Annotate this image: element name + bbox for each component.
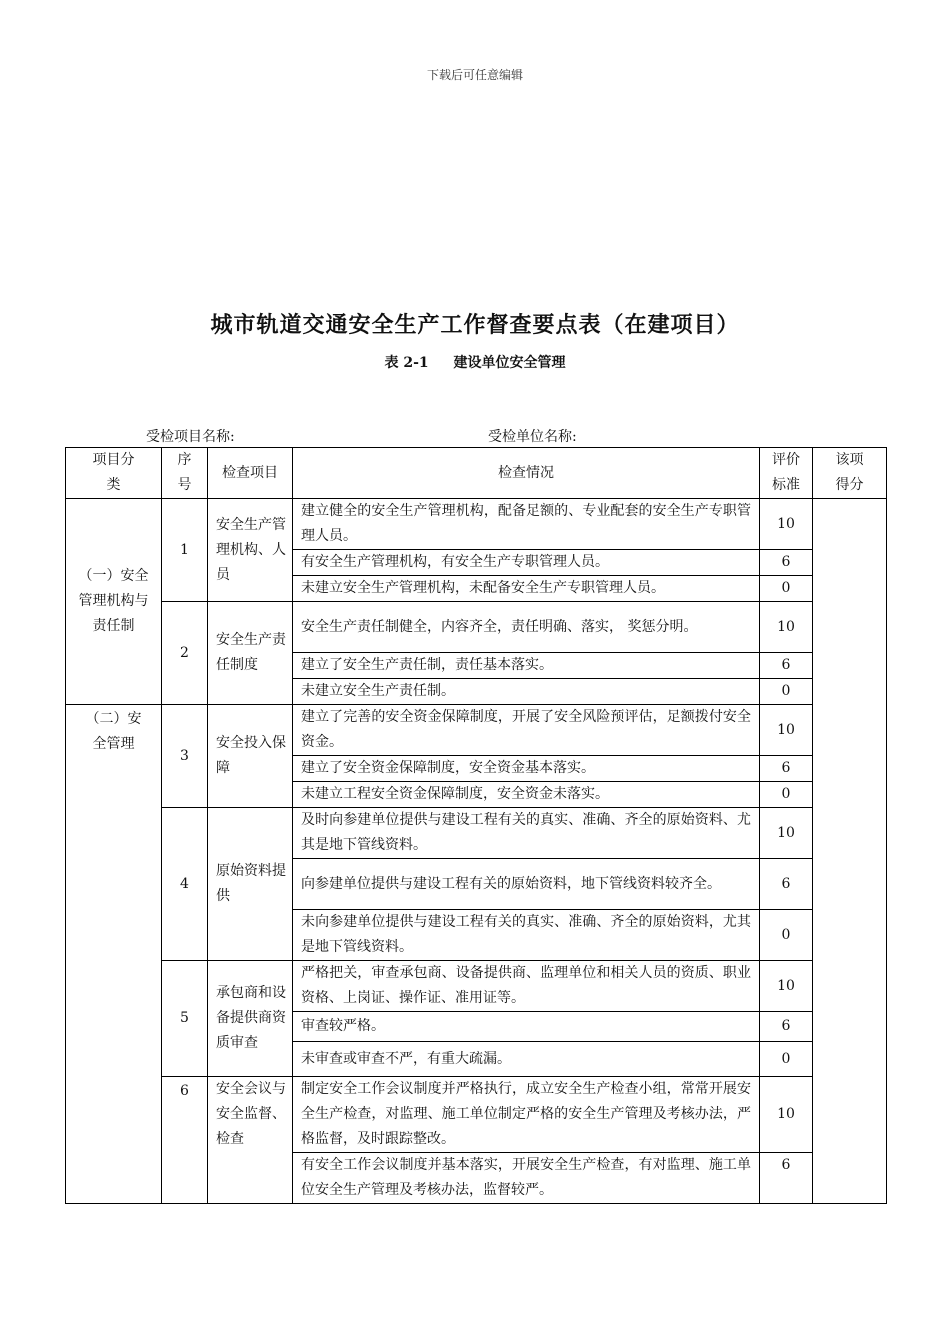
- std-cell: 10: [760, 1077, 813, 1153]
- desc-cell: 未向参建单位提供与建设工程有关的真实、准确、齐全的原始资料，尤其是地下管线资料。: [293, 910, 760, 961]
- desc-cell: 建立了完善的安全资金保障制度，开展了安全风险预评估，足额拨付安全资金。: [293, 705, 760, 756]
- table-row: [66, 705, 887, 756]
- header-category: 项目分类: [66, 448, 162, 499]
- item-name-cell: 安全投入保障: [208, 705, 293, 808]
- header-seq: 序号: [162, 448, 208, 499]
- seq-cell: 3: [162, 705, 208, 808]
- desc-cell: 及时向参建单位提供与建设工程有关的真实、准确、齐全的原始资料、尤其是地下管线资料。: [293, 808, 760, 859]
- desc-cell: 未建立安全生产管理机构，未配备安全生产专职管理人员。: [293, 576, 760, 602]
- std-cell: 0: [760, 679, 813, 705]
- seq-cell: 4: [162, 808, 208, 961]
- unit-name-label: 受检单位名称:: [488, 429, 577, 445]
- std-cell: 10: [760, 499, 813, 550]
- std-cell: 10: [760, 705, 813, 756]
- item-name-cell: 安全生产管理机构、人员: [208, 499, 293, 602]
- table-row: [66, 808, 887, 859]
- header-item: 检查项目: [208, 448, 293, 499]
- desc-cell: 建立健全的安全生产管理机构，配备足额的、专业配套的安全生产专职管理人员。: [293, 499, 760, 550]
- desc-cell: 向参建单位提供与建设工程有关的原始资料，地下管线资料较齐全。: [293, 859, 760, 910]
- item-name-cell: 安全会议与安全监督、检查: [208, 1077, 293, 1204]
- desc-cell: 建立了安全资金保障制度，安全资金基本落实。: [293, 756, 760, 782]
- score-cell[interactable]: [813, 499, 887, 1204]
- std-cell: 10: [760, 961, 813, 1012]
- inspection-table: [65, 447, 887, 1204]
- std-cell: 10: [760, 602, 813, 653]
- category-cell-1: （一）安全管理机构与责任制: [66, 499, 162, 705]
- page-title: 城市轨道交通安全生产工作督查要点表（在建项目）: [210, 313, 740, 338]
- seq-cell: 6: [162, 1077, 208, 1204]
- std-cell: 6: [760, 1012, 813, 1042]
- desc-cell: 严格把关，审查承包商、设备提供商、监理单位和相关人员的资质、职业资格、上岗证、操作证、准用证等。: [293, 961, 760, 1012]
- desc-cell: 制定安全工作会议制度并严格执行，成立安全生产检查小组，常常开展安全生产检查，对监理、施工单位制定严格的安全生产管理及考核办法，严格监督，及时跟踪整改。: [293, 1077, 760, 1153]
- desc-cell: 有安全工作会议制度并基本落实，开展安全生产检查，有对监理、施工单位安全生产管理及考核办法，监督较严。: [293, 1153, 760, 1204]
- desc-cell: 未审查或审查不严，有重大疏漏。: [293, 1042, 760, 1077]
- std-cell: 0: [760, 910, 813, 961]
- std-cell: 6: [760, 653, 813, 679]
- std-cell: 6: [760, 550, 813, 576]
- seq-cell: 2: [162, 602, 208, 705]
- desc-cell: 建立了安全生产责任制，责任基本落实。: [293, 653, 760, 679]
- desc-cell: 未建立安全生产责任制。: [293, 679, 760, 705]
- table-row: [66, 961, 887, 1012]
- desc-cell: 安全生产责任制健全，内容齐全，责任明确、落实， 奖惩分明。: [293, 602, 760, 653]
- table-subtitle: [0, 352, 950, 372]
- table-name: 建设单位安全管理: [453, 355, 566, 371]
- table-number: 表 2-1: [384, 355, 429, 371]
- std-cell: 6: [760, 859, 813, 910]
- header-desc: 检查情况: [293, 448, 760, 499]
- std-cell: 0: [760, 576, 813, 602]
- std-cell: 6: [760, 1153, 813, 1204]
- category-cell-2: （二）安全管理: [66, 705, 162, 1204]
- item-name-cell: 承包商和设备提供商资质审查: [208, 961, 293, 1077]
- table-row: [66, 499, 887, 550]
- table-header-row: [66, 448, 887, 499]
- header-std: 评价标准: [760, 448, 813, 499]
- table-row: [66, 602, 887, 653]
- desc-cell: 审查较严格。: [293, 1012, 760, 1042]
- item-name-cell: 安全生产责任制度: [208, 602, 293, 705]
- seq-cell: 5: [162, 961, 208, 1077]
- header-score: 该项得分: [813, 448, 887, 499]
- watermark-text: 下载后可任意编辑: [426, 68, 523, 82]
- std-cell: 10: [760, 808, 813, 859]
- item-name-cell: 原始资料提供: [208, 808, 293, 961]
- desc-cell: 有安全生产管理机构，有安全生产专职管理人员。: [293, 550, 760, 576]
- std-cell: 6: [760, 756, 813, 782]
- desc-cell: 未建立工程安全资金保障制度，安全资金未落实。: [293, 782, 760, 808]
- seq-cell: 1: [162, 499, 208, 602]
- table-row: [66, 1077, 887, 1153]
- std-cell: 0: [760, 1042, 813, 1077]
- std-cell: 0: [760, 782, 813, 808]
- project-name-label: 受检项目名称:: [146, 429, 235, 445]
